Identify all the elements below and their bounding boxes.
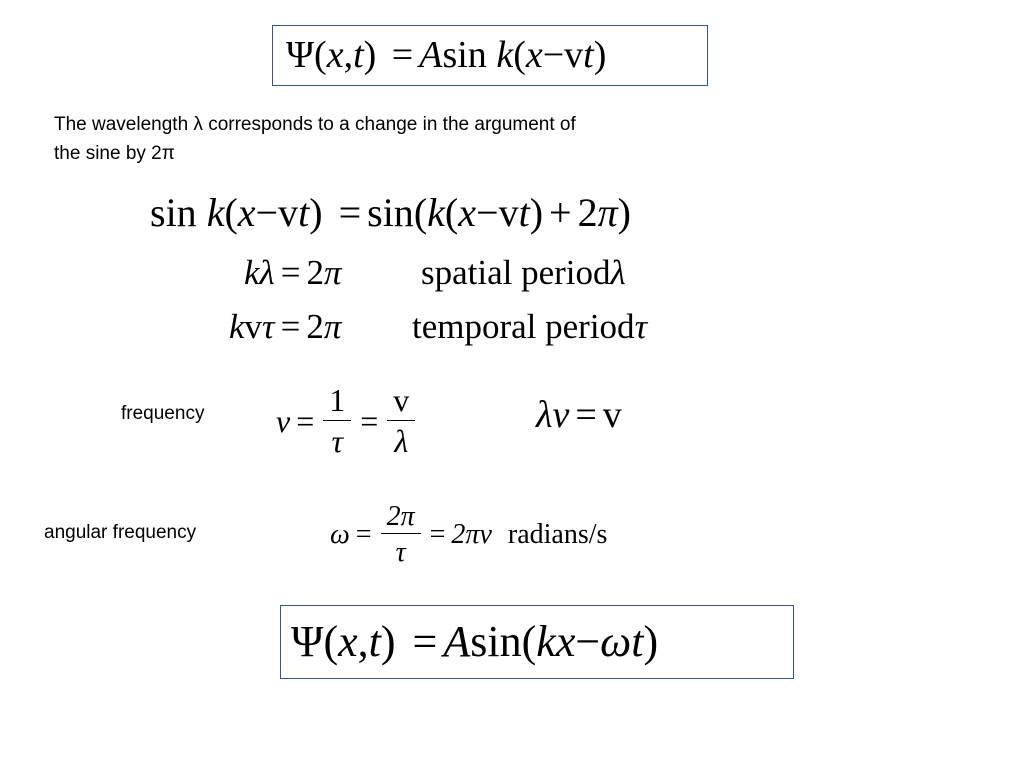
omega-symbol: ω — [600, 617, 632, 666]
velocity-v: v — [602, 394, 622, 436]
fraction-one-over-tau — [323, 384, 351, 458]
nu-symbol: ν — [479, 518, 492, 550]
minus-sign: − — [542, 34, 565, 76]
equals-sign: = — [360, 402, 379, 439]
wave-speed-equation — [536, 391, 622, 439]
lambda-symbol: λ — [610, 253, 626, 292]
var-x: x — [525, 34, 543, 76]
two: 2 — [306, 253, 324, 292]
paren: ) — [380, 617, 396, 666]
paren: ( — [513, 34, 526, 76]
pi-symbol: π — [323, 307, 342, 346]
velocity-v: v — [564, 34, 584, 76]
omega-symbol: ω — [330, 518, 350, 550]
fraction-denominator: λ — [394, 422, 409, 459]
frequency-equation — [276, 384, 418, 458]
equals-sign: = — [338, 190, 362, 235]
paren: ) — [617, 190, 631, 235]
sin-function: sin — [150, 190, 197, 235]
fraction-denominator: τ — [395, 537, 406, 569]
fraction-numerator: v — [387, 384, 415, 421]
sin-function: sin — [442, 34, 487, 76]
lambda-symbol: λ — [259, 253, 275, 292]
minus-sign: − — [255, 190, 279, 235]
fraction-denominator: τ — [331, 422, 343, 459]
var-x: x — [326, 34, 344, 76]
equals-sign: = — [575, 394, 597, 436]
fraction-numerator: 2π — [381, 502, 421, 534]
fraction-2pi-over-tau — [381, 502, 421, 568]
angular-frequency-equation — [330, 502, 607, 568]
plus-sign: + — [549, 190, 572, 235]
equals-sign: = — [280, 307, 301, 346]
pi-symbol: π — [597, 190, 618, 235]
equals-sign: = — [429, 518, 446, 550]
paren: ( — [224, 190, 238, 235]
spatial-period-equation — [244, 251, 342, 295]
paren: ) — [529, 190, 544, 235]
periodicity-equation — [150, 186, 631, 240]
spatial-period-label — [421, 251, 626, 295]
wavelength-explanation — [54, 110, 576, 168]
var-t: t — [353, 34, 364, 76]
paren: ) — [643, 617, 659, 666]
paren: ) — [593, 34, 607, 76]
var-x: x — [458, 190, 476, 235]
var-t: t — [583, 34, 594, 76]
velocity-v: v — [498, 190, 519, 235]
minus-sign: − — [476, 190, 499, 235]
frequency-label: frequency — [121, 403, 205, 424]
paren: ( — [444, 190, 459, 235]
psi-symbol: Ψ — [286, 34, 315, 76]
fraction-v-over-lambda — [387, 384, 415, 458]
two: 2 — [306, 307, 324, 346]
var-t: t — [518, 190, 530, 235]
wavenumber-k: k — [496, 34, 514, 76]
wavenumber-k: k — [206, 190, 225, 235]
temporal-period-equation — [229, 305, 341, 349]
wavelength-line-1: The wavelength λ corresponds to a change in the argument of — [54, 114, 576, 135]
velocity-v: v — [278, 190, 299, 235]
sin-function: sin — [367, 190, 414, 235]
tau-symbol: τ — [262, 307, 275, 346]
lambda-symbol: λ — [536, 394, 553, 436]
equals-sign: = — [280, 253, 301, 292]
temporal-period-text: temporal period — [412, 307, 635, 346]
fraction-numerator: 1 — [323, 384, 351, 421]
var-t: t — [631, 617, 644, 666]
amplitude-A: A — [443, 617, 471, 666]
spatial-period-text: spatial period — [421, 253, 611, 292]
var-x: x — [237, 190, 256, 235]
paren: ( — [323, 617, 339, 666]
equals-sign: = — [412, 617, 438, 666]
equals-sign: = — [355, 518, 372, 550]
wavenumber-k: k — [229, 307, 245, 346]
wavelength-line-2: the sine by 2π — [54, 143, 175, 164]
var-x: x — [555, 617, 576, 666]
minus-sign: − — [575, 617, 601, 666]
amplitude-A: A — [419, 34, 443, 76]
nu-symbol: ν — [552, 394, 570, 436]
tau-symbol: τ — [634, 307, 648, 346]
var-x: x — [338, 617, 358, 666]
units-label: radians/s — [507, 518, 608, 550]
wavenumber-k: k — [244, 253, 260, 292]
paren: ( — [314, 34, 327, 76]
var-t: t — [368, 617, 381, 666]
equals-sign: = — [296, 402, 315, 439]
wavenumber-k: k — [536, 617, 556, 666]
angular-frequency-label: angular frequency — [44, 522, 197, 543]
paren: ) — [309, 190, 323, 235]
comma: , — [343, 34, 354, 76]
temporal-period-label — [412, 305, 647, 349]
wavenumber-k: k — [427, 190, 445, 235]
equals-sign: = — [391, 34, 414, 76]
two-pi: 2π — [451, 518, 480, 550]
pi-symbol: π — [323, 253, 342, 292]
paren: ( — [521, 617, 537, 666]
psi-symbol: Ψ — [291, 617, 324, 666]
sin-function: sin — [470, 617, 522, 666]
velocity-v: v — [244, 307, 263, 346]
two: 2 — [577, 190, 598, 235]
paren: ( — [413, 190, 428, 235]
var-t: t — [298, 190, 310, 235]
nu-symbol: ν — [276, 402, 291, 439]
bottom-wave-equation-box — [280, 605, 794, 679]
paren: ) — [363, 34, 377, 76]
top-wave-equation-box — [272, 25, 708, 86]
comma: , — [357, 617, 369, 666]
